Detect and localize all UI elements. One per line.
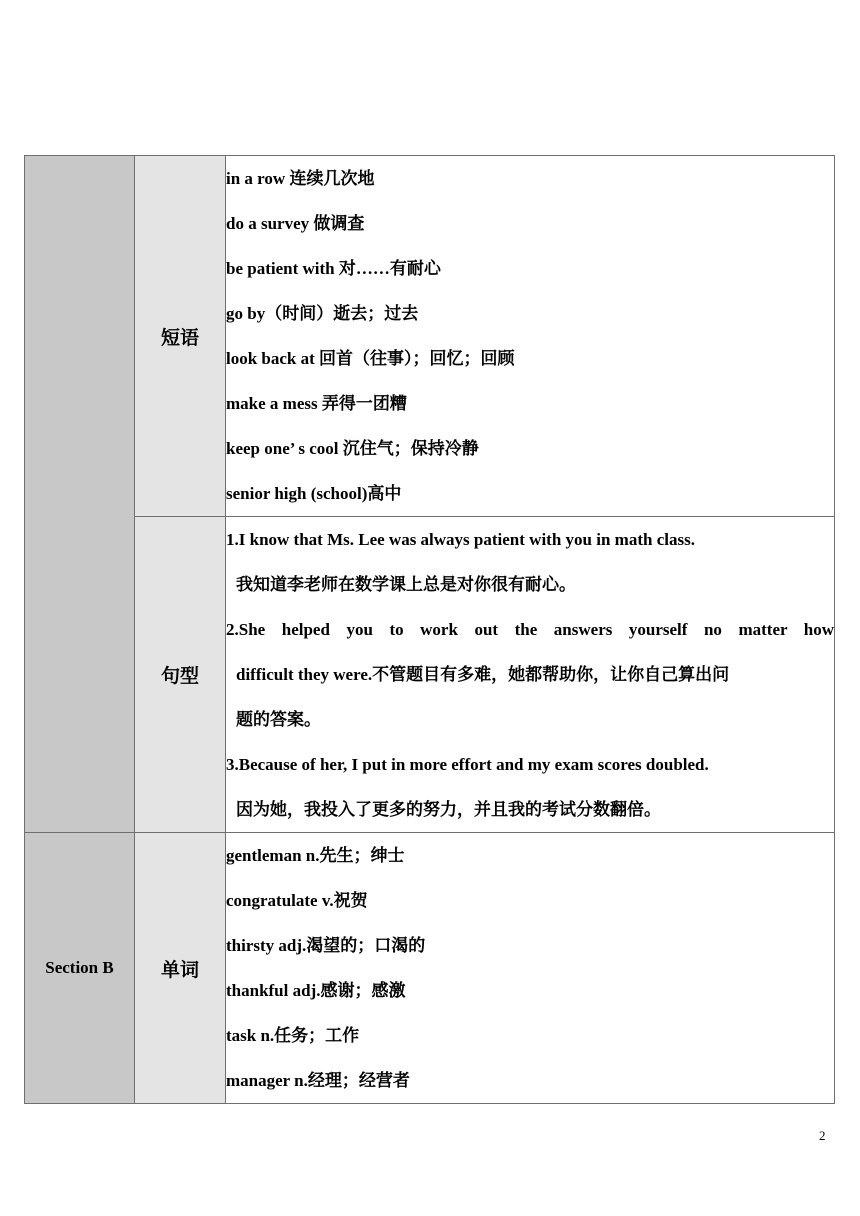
- word-line: task n.任务；工作: [226, 1026, 360, 1045]
- phrase-line: look back at 回首（往事）；回忆；回顾: [226, 349, 515, 368]
- table-row: [25, 156, 835, 517]
- section-cell: [25, 156, 135, 833]
- sentence-line: 2.She helped you to work out the answers yourself no matter how: [226, 620, 834, 639]
- category-cell-sentences: 句型: [135, 517, 226, 833]
- table-row: [25, 517, 835, 833]
- sentences-cell: [226, 517, 835, 833]
- sentence-translation: 因为她，我投入了更多的努力，并且我的考试分数翻倍。: [236, 800, 661, 819]
- phrase-line: make a mess 弄得一团糟: [226, 394, 407, 413]
- page-number: 2: [819, 1128, 826, 1143]
- word-line: congratulate v.祝贺: [226, 891, 368, 910]
- phrase-line: senior high (school)高中: [226, 484, 402, 503]
- category-cell-words: 单词: [135, 833, 226, 1104]
- word-line: thankful adj.感谢；感激: [226, 981, 406, 1000]
- word-line: thirsty adj.渴望的；口渴的: [226, 936, 426, 955]
- word-line: manager n.经理；经营者: [226, 1071, 410, 1090]
- table-row: [25, 833, 835, 1104]
- sentence-line: 3.Because of her, I put in more effort and my exam scores doubled.: [226, 755, 709, 774]
- sentence-line: 1.I know that Ms. Lee was always patient with you in math class.: [226, 530, 695, 549]
- vocabulary-table: [24, 155, 835, 1104]
- word-line: gentleman n.先生；绅士: [226, 846, 405, 865]
- phrase-line: do a survey 做调查: [226, 214, 365, 233]
- section-cell: Section B: [25, 833, 135, 1104]
- phrase-line: in a row 连续几次地: [226, 169, 375, 188]
- sentence-translation: 我知道李老师在数学课上总是对你很有耐心。: [236, 575, 576, 594]
- phrase-line: go by（时间）逝去；过去: [226, 304, 419, 323]
- phrases-cell: [226, 156, 835, 517]
- sentence-line: difficult they were.不管题目有多难，她都帮助你，让你自己算出问: [236, 665, 730, 684]
- category-cell-phrases: 短语: [135, 156, 226, 517]
- phrase-line: keep one’ s cool 沉住气；保持冷静: [226, 439, 479, 458]
- phrase-line: be patient with 对……有耐心: [226, 259, 441, 278]
- sentence-line: 题的答案。: [236, 710, 321, 729]
- words-cell: [226, 833, 835, 1104]
